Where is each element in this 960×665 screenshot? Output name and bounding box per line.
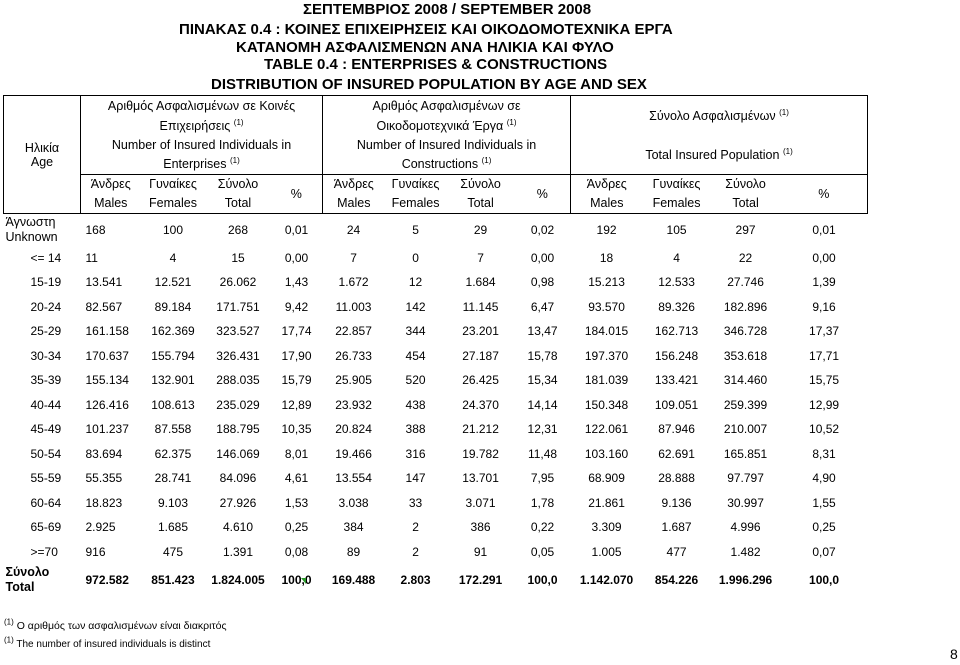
cell: 316	[405, 446, 426, 461]
cell: 18.823	[85, 495, 123, 510]
cell: 155.134	[85, 373, 129, 388]
cell: 10,52	[809, 422, 840, 437]
cell: 15.213	[588, 275, 625, 290]
cell: 916	[85, 544, 106, 559]
cell: 68.909	[588, 471, 625, 486]
cell: 162.369	[151, 324, 195, 339]
cell: 24	[346, 222, 361, 237]
cell: 181.039	[584, 373, 629, 388]
cell: 7	[350, 250, 357, 265]
cell: 182.896	[723, 299, 768, 314]
cell: 2	[412, 544, 419, 559]
cell: 11,48	[527, 446, 558, 461]
cell: 13,47	[527, 324, 558, 339]
table-row	[4, 319, 868, 344]
cell: 1,78	[530, 495, 555, 510]
cell: 851.423	[151, 573, 195, 587]
table-row	[4, 515, 868, 540]
cell: 12,99	[809, 397, 840, 412]
cell: 109.051	[654, 397, 699, 412]
cell: 142	[405, 299, 426, 314]
cell: 3.038	[338, 495, 369, 510]
insured-population-table	[3, 95, 868, 596]
cell: 30.997	[727, 495, 764, 510]
cell: 854.226	[654, 573, 699, 587]
cell: 1.005	[591, 544, 622, 559]
cell: 4.610	[222, 520, 254, 535]
row-age-label: Σύνολο Total	[5, 565, 50, 594]
row-age-label: 50-54	[30, 446, 62, 461]
cell: 11	[85, 250, 98, 265]
title-distribution-gr: ΚΑΤΑΝΟΜΗ ΑΣΦΑΛΙΣΜΕΝΩΝ ΑΝΑ ΗΛΙΚΙΑ ΚΑΙ ΦΥΛΟ	[236, 39, 614, 56]
cell: 1.391	[222, 544, 254, 559]
table-body	[4, 214, 868, 597]
cell: 297	[735, 222, 756, 237]
cell: 84.096	[219, 471, 257, 486]
cell: 353.618	[723, 348, 768, 363]
cell: 384	[343, 520, 364, 535]
cell: 477	[666, 544, 687, 559]
cell: 1,39	[812, 275, 836, 290]
cell: 33	[408, 495, 423, 510]
cell: 27.746	[727, 275, 764, 290]
cell: 0,05	[530, 544, 555, 559]
cell: 171.751	[216, 299, 260, 314]
cell: 100,0	[809, 573, 840, 587]
cell: 2.803	[400, 573, 431, 587]
cell: 197.370	[584, 348, 629, 363]
cell: 100	[162, 222, 184, 237]
cell: 26.425	[462, 373, 499, 388]
cell: 0,25	[812, 520, 836, 535]
cell: 9.103	[157, 495, 189, 510]
cell: 7,95	[530, 471, 555, 486]
cell: 122.061	[584, 422, 629, 437]
cell: 101.237	[85, 422, 129, 437]
cell: 170.637	[85, 348, 129, 363]
cell: 1.824.005	[211, 573, 265, 587]
cell: 2.925	[85, 520, 116, 535]
table-row	[4, 344, 868, 369]
cell: 184.015	[584, 324, 629, 339]
cell: 5	[412, 222, 419, 237]
col-males-1: Άνδρες Males	[81, 175, 141, 214]
cell: 0,25	[284, 520, 309, 535]
cell: 156.248	[654, 348, 699, 363]
cell: 9.136	[661, 495, 692, 510]
row-age-label: Άγνωστη Unknown	[5, 214, 58, 244]
cell: 89	[346, 544, 361, 559]
cell: 4.996	[730, 520, 761, 535]
row-age-label: 20-24	[30, 299, 62, 314]
table-row	[4, 246, 868, 271]
cell: 87.558	[154, 422, 192, 437]
cell: 188.795	[216, 422, 260, 437]
cell: 0,00	[530, 250, 555, 265]
title-distribution-en: DISTRIBUTION OF INSURED POPULATION BY AGE AND SEX	[211, 76, 647, 93]
cell: 15,34	[527, 373, 558, 388]
row-age-label: 40-44	[30, 397, 62, 412]
cell: 1.672	[338, 275, 369, 290]
total-header-gr: Σύνολο Ασφαλισμένων $^{(1)}$	[571, 96, 868, 137]
cell: 1.142.070	[579, 573, 634, 587]
col-females-1: Γυναίκες Females	[141, 175, 206, 214]
cell: 19.782	[462, 446, 499, 461]
enterprises-header-gr: Αριθμός Ασφαλισμένων σε Κοινές Επιχειρήσεις $^{(1)}$	[81, 96, 323, 137]
cell: 3.309	[591, 520, 622, 535]
col-pct-1: %	[271, 175, 323, 214]
table-row	[4, 442, 868, 467]
cell: 27.926	[219, 495, 257, 510]
cell: 91	[473, 544, 488, 559]
cell: 15,75	[809, 373, 840, 388]
cell: 520	[405, 373, 426, 388]
cell: 13.541	[85, 275, 123, 290]
cell: 21.212	[462, 422, 499, 437]
table-row	[4, 393, 868, 418]
cell: 62.375	[154, 446, 192, 461]
col-total-3: Σύνολο Total	[711, 175, 781, 214]
cell: 0	[412, 250, 419, 265]
cell: 169.488	[331, 573, 376, 587]
row-age-label: 65-69	[30, 520, 62, 535]
cell: 0,01	[812, 222, 836, 237]
table-row	[4, 214, 868, 246]
cell: 29	[473, 222, 488, 237]
total-header-en: Total Insured Population $^{(1)}$	[571, 136, 868, 175]
cell: 14,14	[527, 397, 558, 412]
cell: 12,31	[527, 422, 558, 437]
age-header-gr: Ηλικία	[24, 140, 60, 155]
cell: 17,71	[809, 348, 840, 363]
cell: 10,35	[281, 422, 312, 437]
cell: 105	[666, 222, 687, 237]
table-row	[4, 417, 868, 442]
cell: 82.567	[85, 299, 123, 314]
cell: 4	[169, 250, 177, 265]
cell: 17,37	[809, 324, 840, 339]
cell: 15,79	[281, 373, 312, 388]
cell: 1.996.296	[718, 573, 773, 587]
row-age-label: <= 14	[30, 250, 62, 265]
cell: 28.888	[658, 471, 695, 486]
cell: 168	[85, 222, 106, 237]
cell: 27.187	[462, 348, 499, 363]
cell: 162.713	[654, 324, 699, 339]
cell: 1,43	[284, 275, 309, 290]
cell: 22.857	[335, 324, 372, 339]
cell: 21.861	[588, 495, 625, 510]
cell: 1.482	[730, 544, 761, 559]
cell: 386	[470, 520, 491, 535]
cell: 314.460	[723, 373, 768, 388]
cell: 388	[405, 422, 426, 437]
table-row	[4, 270, 868, 295]
cell: 1,53	[284, 495, 309, 510]
cell: 20.824	[335, 422, 372, 437]
cell: 0,00	[812, 250, 836, 265]
cell: 259.399	[723, 397, 768, 412]
table-row	[4, 295, 868, 320]
col-pct-2: %	[515, 175, 571, 214]
cell: 346.728	[723, 324, 768, 339]
cell: 26.733	[335, 348, 372, 363]
cell: 23.201	[462, 324, 499, 339]
cell: 972.582	[85, 573, 129, 587]
cell: 0,08	[284, 544, 309, 559]
cell: 2	[412, 520, 419, 535]
cell: 0,00	[284, 250, 309, 265]
cell: 1.685	[157, 520, 189, 535]
cell: 288.035	[216, 373, 260, 388]
title-date: ΣΕΠΤΕΜΒΡΙΟΣ 2008 / SEPTEMBER 2008	[303, 1, 592, 18]
cell: 155.794	[151, 348, 195, 363]
col-females-2: Γυναίκες Females	[385, 175, 447, 214]
cell: 4,61	[284, 471, 309, 486]
enterprises-header-en: Number of Insured Individuals in Enterprises $^{(1)}$	[81, 136, 323, 175]
cell: 9,42	[284, 299, 309, 314]
row-age-label: 45-49	[30, 422, 62, 437]
cell: 7	[477, 250, 484, 265]
cell: 28.741	[154, 471, 192, 486]
cell: 1.684	[465, 275, 496, 290]
cell: 103.160	[584, 446, 629, 461]
cell: 13.701	[462, 471, 499, 486]
col-males-3: Άνδρες Males	[571, 175, 643, 214]
cell: 12	[408, 275, 423, 290]
col-total-1: Σύνολο Total	[206, 175, 271, 214]
cell: 146.069	[216, 446, 260, 461]
row-age-label: 30-34	[30, 348, 62, 363]
cell: 8,31	[812, 446, 836, 461]
row-age-label: 25-29	[30, 324, 62, 339]
cell: 438	[405, 397, 426, 412]
table-row	[4, 564, 868, 596]
cell: 9,16	[812, 299, 836, 314]
cell: 23.932	[335, 397, 372, 412]
cell: 132.901	[151, 373, 195, 388]
cell: 12.521	[154, 275, 192, 290]
cell: 15,78	[527, 348, 558, 363]
table-row	[4, 466, 868, 491]
cell: 0,02	[530, 222, 555, 237]
cell: 12,89	[281, 397, 312, 412]
cell: 344	[405, 324, 426, 339]
cell: 17,90	[281, 348, 312, 363]
cell: 1.687	[661, 520, 692, 535]
cell: 192	[596, 222, 617, 237]
cell: 100,0	[527, 573, 558, 587]
col-males-2: Άνδρες Males	[323, 175, 385, 214]
cell: 0,07	[812, 544, 836, 559]
title-table-gr: ΠΙΝΑΚΑΣ 0.4 : ΚΟΙΝΕΣ ΕΠΙΧΕΙΡΗΣΕΙΣ ΚΑΙ ΟΙΚΟΔΟΜΟΤΕΧΝΙΚΑ ΕΡΓΑ	[179, 21, 673, 38]
cell: 22	[738, 250, 753, 265]
row-age-label: 60-64	[30, 495, 62, 510]
cell: 6,47	[530, 299, 555, 314]
row-age-label: 35-39	[30, 373, 62, 388]
row-age-label: 15-19	[30, 275, 62, 290]
table-row	[4, 540, 868, 565]
table-row	[4, 491, 868, 516]
cell: 55.355	[85, 471, 123, 486]
cell: 17,74	[281, 324, 312, 339]
cell: 83.694	[85, 446, 123, 461]
cell: 0,22	[530, 520, 555, 535]
table-row	[4, 368, 868, 393]
cell: 268	[227, 222, 249, 237]
cell: 150.348	[584, 397, 629, 412]
cell: 11.145	[462, 299, 499, 314]
cell: 1,55	[812, 495, 836, 510]
cell: 0,98	[530, 275, 555, 290]
cell: 93.570	[588, 299, 625, 314]
col-total-2: Σύνολο Total	[447, 175, 515, 214]
cell: 87.946	[658, 422, 695, 437]
constructions-header-gr: Αριθμός Ασφαλισμένων σε Οικοδομοτεχνικά Έργα $^{(1)}$	[323, 96, 571, 137]
cell: 133.421	[654, 373, 699, 388]
title-table-en: TABLE 0.4 : ENTERPRISES & CONSTRUCTIONS	[264, 56, 608, 73]
cell: 147	[405, 471, 426, 486]
col-pct-3: %	[781, 175, 868, 214]
age-header-en: Age	[30, 154, 54, 169]
col-females-3: Γυναίκες Females	[643, 175, 711, 214]
cell: 19.466	[335, 446, 372, 461]
cell: 4	[673, 250, 680, 265]
cell: 100,0	[281, 573, 312, 587]
cell: 13.554	[335, 471, 372, 486]
cell: 18	[599, 250, 614, 265]
cell: 8,01	[284, 446, 309, 461]
footnote-en: $^{(1)}$ The number of insured individuals is distinct	[4, 635, 211, 650]
footnote-gr: $^{(1)}$ Ο αριθμός των ασφαλισμένων είναι διακριτός	[4, 617, 227, 632]
green-corner-mark	[301, 578, 306, 584]
cell: 108.613	[151, 397, 195, 412]
cell: 0,01	[284, 222, 309, 237]
cell: 26.062	[219, 275, 257, 290]
cell: 12.533	[658, 275, 695, 290]
constructions-header-en: Number of Insured Individuals in Constructions $^{(1)}$	[323, 136, 571, 175]
cell: 161.158	[85, 324, 129, 339]
age-header	[4, 96, 81, 214]
page-number: 8	[950, 646, 958, 662]
cell: 323.527	[216, 324, 260, 339]
row-age-label: 55-59	[30, 471, 62, 486]
cell: 97.797	[727, 471, 764, 486]
cell: 89.184	[154, 299, 192, 314]
cell: 24.370	[462, 397, 499, 412]
cell: 172.291	[458, 573, 503, 587]
cell: 475	[162, 544, 184, 559]
cell: 89.326	[658, 299, 695, 314]
cell: 165.851	[723, 446, 768, 461]
cell: 15	[231, 250, 245, 265]
cell: 11.003	[335, 299, 372, 314]
cell: 126.416	[85, 397, 129, 412]
cell: 210.007	[723, 422, 768, 437]
cell: 4,90	[812, 471, 836, 486]
cell: 62.691	[658, 446, 695, 461]
cell: 235.029	[216, 397, 260, 412]
cell: 3.071	[465, 495, 496, 510]
cell: 454	[405, 348, 426, 363]
cell: 326.431	[216, 348, 260, 363]
cell: 25.905	[335, 373, 372, 388]
row-age-label: >=70	[30, 544, 58, 559]
